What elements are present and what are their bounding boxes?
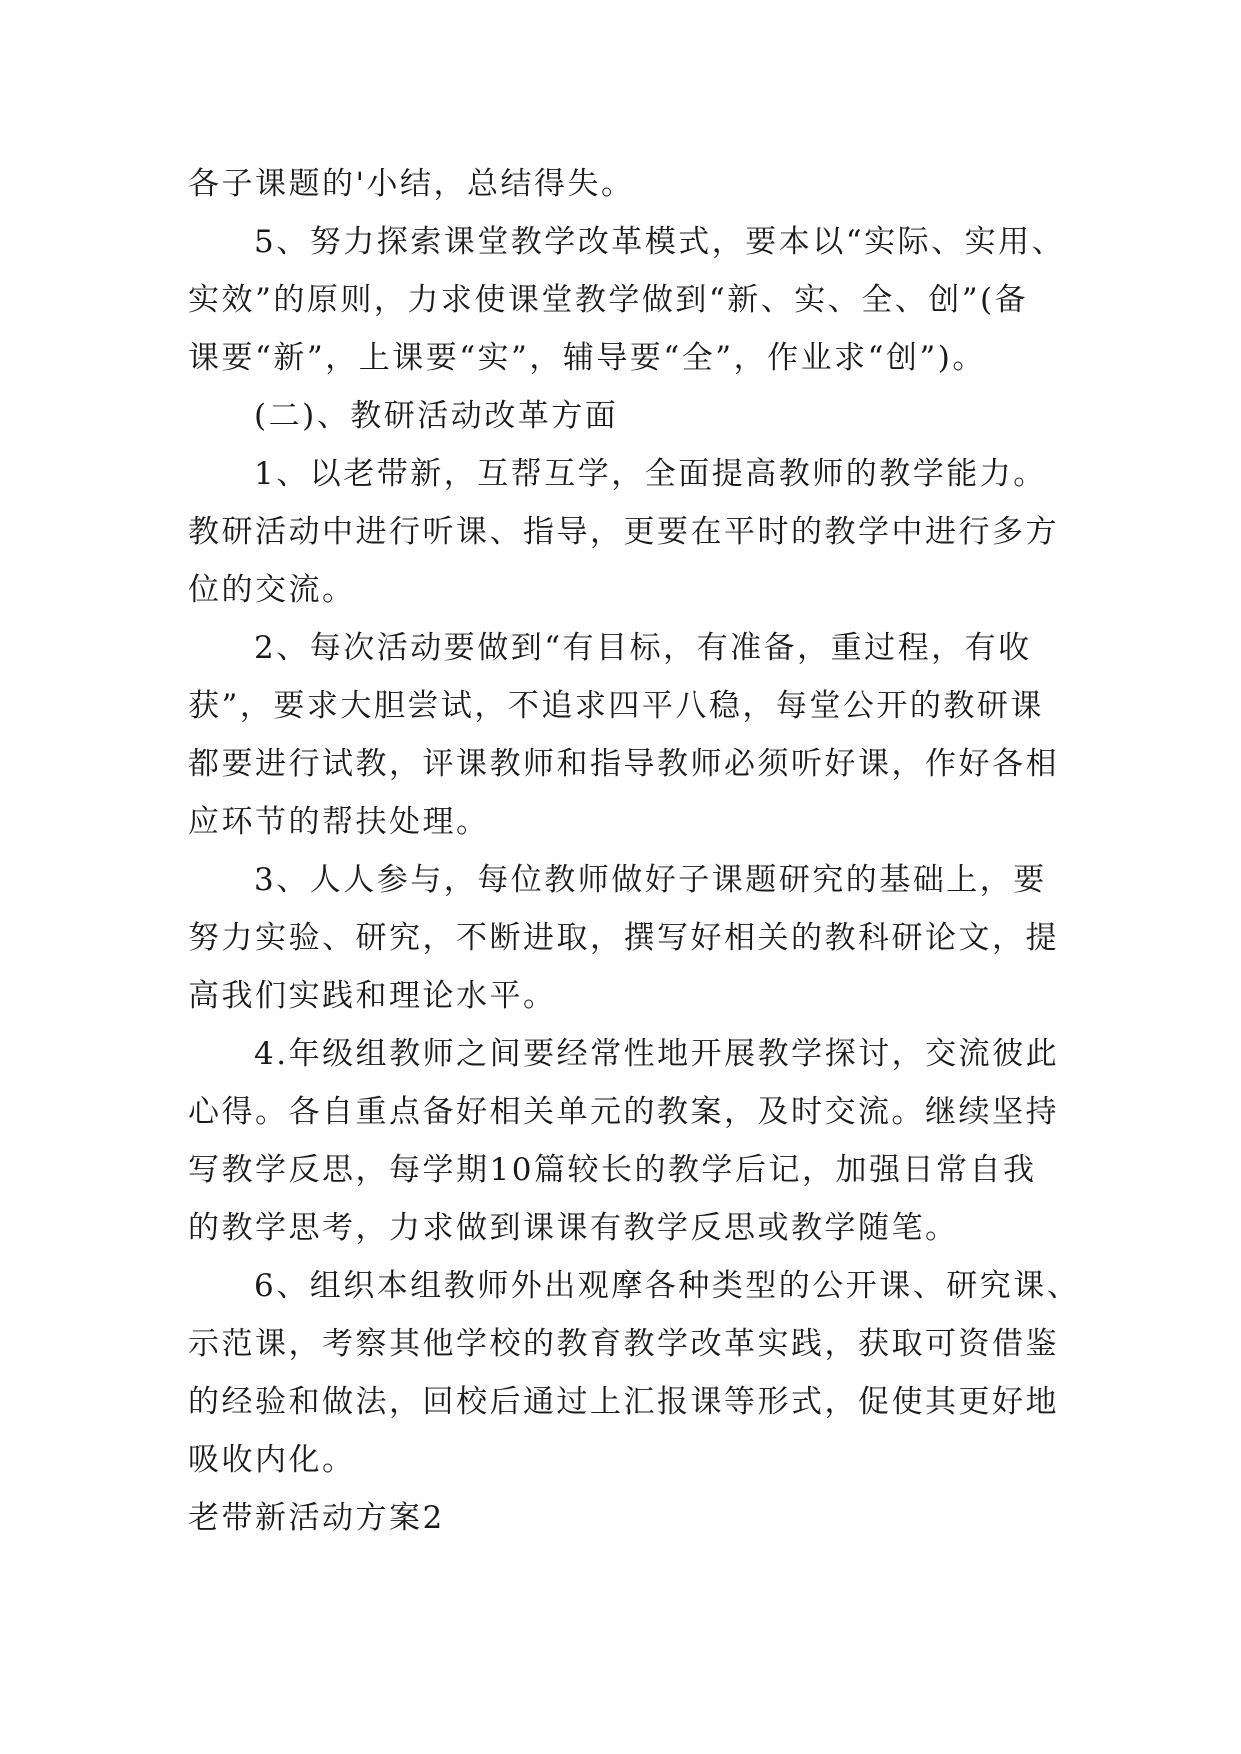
text-line: 努力实验、研究，不断进取，撰写好相关的教科研论文，提 [188, 920, 1059, 956]
text-line: 示范课，考察其他学校的教育教学改革实践，获取可资借鉴 [188, 1326, 1059, 1362]
text-line: 应环节的帮扶处理。 [188, 804, 490, 840]
text-line: 6、组织本组教师外出观摩各种类型的公开课、研究课、 [254, 1268, 1081, 1304]
text-line: 课要“新”，上课要“实”，辅导要“全”，作业求“创”)。 [188, 340, 986, 376]
text-line: 2、每次活动要做到“有目标，有准备，重过程，有收 [254, 630, 1032, 666]
text-line: 写教学反思，每学期10篇较长的教学后记，加强日常自我 [188, 1152, 1037, 1188]
text-line: 各子课题的'小结，总结得失。 [188, 166, 635, 202]
section-title: 老带新活动方案2 [188, 1500, 445, 1536]
text-line: 3、人人参与，每位教师做好子课题研究的基础上，要 [254, 862, 1047, 898]
text-line: 都要进行试教，评课教师和指导教师必须听好课，作好各相 [188, 746, 1059, 782]
text-line: 实效”的原则，力求使课堂教学做到“新、实、全、创”(备 [188, 282, 1029, 318]
text-line: 获”，要求大胆尝试，不追求四平八稳，每堂公开的教研课 [188, 688, 1044, 724]
text-line: 的经验和做法，回校后通过上汇报课等形式，促使其更好地 [188, 1384, 1059, 1420]
text-line: 的教学思考，力求做到课课有教学反思或教学随笔。 [188, 1210, 959, 1246]
text-line: 心得。各自重点备好相关单元的教案，及时交流。继续坚持 [188, 1094, 1059, 1130]
text-line: 1、以老带新，互帮互学，全面提高教师的教学能力。 [254, 456, 1047, 492]
text-line: 教研活动中进行听课、指导，更要在平时的教学中进行多方 [188, 514, 1059, 550]
text-line: 吸收内化。 [188, 1442, 356, 1478]
text-line: 5、努力探索课堂教学改革模式，要本以“实际、实用、 [254, 224, 1066, 260]
section-heading: (二)、教研活动改革方面 [254, 398, 619, 434]
text-line: 4.年级组教师之间要经常性地开展教学探讨，交流彼此 [254, 1036, 1060, 1072]
text-line: 高我们实践和理论水平。 [188, 978, 557, 1014]
text-line: 位的交流。 [188, 572, 356, 608]
